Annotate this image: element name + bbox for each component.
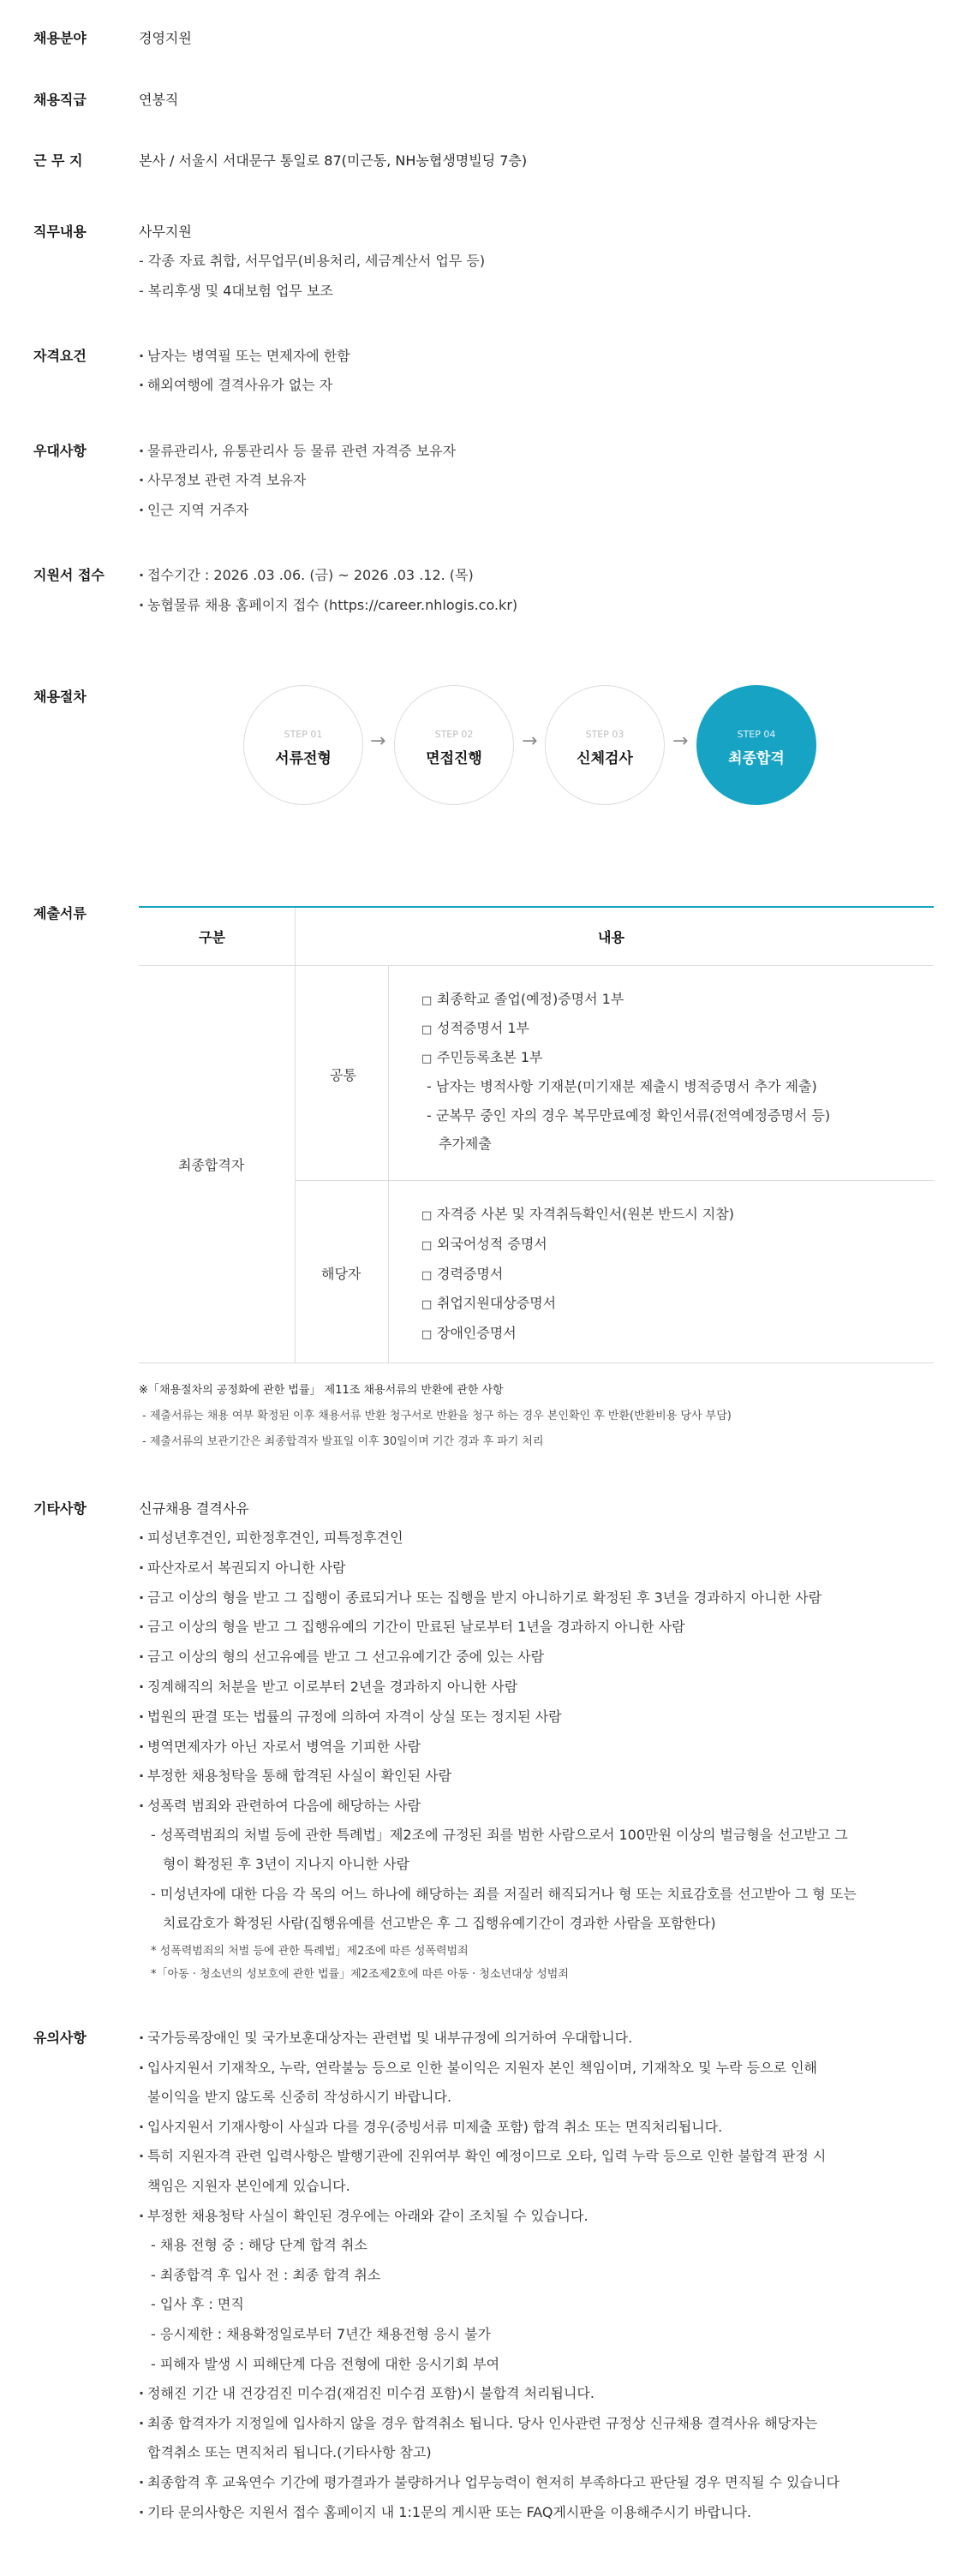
document-subitem: - 군복무 중인 자의 경우 복무만료예정 확인서류(전역예정증명서 등) (427, 1105, 830, 1124)
document-item: □ 장애인증명서 (421, 1322, 517, 1342)
table-header-content: 내용 (598, 929, 624, 945)
others-item: · 성폭력 범죄와 관련하여 다음에 해당하는 사람 (139, 1795, 421, 1815)
duties-title: 사무지원 (139, 224, 192, 240)
step-name: 신체검사 (577, 750, 633, 767)
caution-subitem: - 최종합격 후 입사 전 : 최종 합격 취소 (151, 2264, 380, 2284)
divider (296, 1180, 934, 1181)
document-subitem-cont: 추가제출 (439, 1136, 492, 1152)
arrow-right-icon: → (672, 730, 689, 752)
caution-item-cont: 불이익을 받지 않도록 신중히 작성하시기 바랍니다. (147, 2089, 452, 2105)
divider (139, 965, 934, 966)
preference-item: · 사무정보 관련 자격 보유자 (139, 469, 306, 489)
others-subitem: - 성폭력범죄의 처벌 등에 관한 특례법」제2조에 규정된 죄를 범한 사람으로서 100만원 이상의 벌금형을 선고받고 그 (151, 1824, 848, 1844)
documents-note: - 제출서류의 보관기간은 최종합격자 발표일 이후 30일이며 기간 경과 후 파기 처리 (142, 1435, 544, 1448)
step-number: STEP 02 (434, 729, 474, 740)
arrow-right-icon: → (522, 730, 538, 752)
requirement-item: · 해외여행에 결격사유가 없는 자 (139, 374, 332, 394)
caution-item-cont: 합격취소 또는 면직처리 됩니다.(기타사항 참고) (147, 2444, 432, 2460)
grade-label: 채용직급 (33, 92, 87, 108)
divider (295, 908, 296, 1363)
others-item: · 금고 이상의 형을 받고 그 집행유예의 기간이 만료된 날로부터 1년을 경과하지 아니한 사람 (139, 1616, 685, 1636)
step-number: STEP 03 (585, 729, 624, 740)
caution-item: · 입사지원서 기재착오, 누락, 연락불능 등으로 인한 불이익은 지원자 본인 책임이며, 기재착오 및 누락 등으로 인해 (139, 2057, 817, 2077)
caution-subitem: - 피해자 발생 시 피해단계 다음 전형에 대한 응시기회 부여 (151, 2353, 499, 2373)
others-subitem-cont: 치료감호가 확정된 사람(집행유예를 선고받은 후 그 집행유예기간이 경과한 사람을 포함한다) (163, 1915, 716, 1931)
documents-note: ※「채용절차의 공정화에 관한 법률」 제11조 채용서류의 반환에 관한 사항 (139, 1384, 504, 1397)
others-title: 신규채용 결격사유 (139, 1500, 249, 1517)
caution-subitem: - 입사 후 : 면직 (151, 2293, 244, 2313)
common-label: 공통 (330, 1067, 356, 1083)
documents-label: 제출서류 (33, 905, 87, 921)
divider (388, 965, 389, 1363)
others-item: · 금고 이상의 형을 받고 그 집행이 종료되거나 또는 집행을 받지 아니하기로 확정된 후 3년을 경과하지 아니한 사람 (139, 1587, 822, 1607)
others-item: · 병역면제자가 아닌 자로서 병역을 기피한 사람 (139, 1736, 421, 1756)
step-2 (394, 685, 514, 805)
document-item: □ 외국어성적 증명서 (421, 1233, 547, 1253)
requirement-item: · 남자는 병역필 또는 면제자에 한함 (139, 345, 350, 365)
document-item: □ 성적증명서 1부 (421, 1017, 529, 1037)
application-label: 지원서 접수 (33, 567, 105, 583)
step-1 (243, 685, 363, 805)
step-number: STEP 04 (737, 729, 776, 740)
caution-item-cont: 책임은 지원자 본인에게 있습니다. (147, 2178, 350, 2194)
caution-item: · 최종합격 후 교육연수 기간에 평가결과가 불량하거나 업무능력이 현저히 부족하다고 판단될 경우 면직될 수 있습니다 (139, 2472, 840, 2491)
step-name: 면접진행 (426, 750, 482, 767)
applicable-label: 해당자 (321, 1266, 361, 1282)
table-top-border (139, 906, 934, 908)
others-note: * 성폭력범죄의 처벌 등에 관한 특례법」제2조에 따른 성폭력범죄 (151, 1945, 469, 1958)
others-subitem-cont: 형이 확정된 후 3년이 지나지 아니한 사람 (163, 1856, 409, 1872)
document-item: □ 최종학교 졸업(예정)증명서 1부 (421, 988, 624, 1008)
document-subitem: - 남자는 병적사항 기재분(미기재분 제출시 병적증명서 추가 제출) (427, 1076, 817, 1095)
step-name: 최종합격 (728, 750, 785, 767)
others-item: · 부정한 채용청탁을 통해 합격된 사실이 확인된 사람 (139, 1765, 451, 1785)
arrow-right-icon: → (370, 730, 386, 752)
caution-item: · 기타 문의사항은 지원서 접수 홈페이지 내 1:1문의 게시판 또는 FAQ게시판을 이용해주시기 바랍니다. (139, 2501, 751, 2521)
others-item: · 법원의 판결 또는 법률의 규정에 의하여 자격이 상실 또는 정지된 사람 (139, 1706, 562, 1726)
cautions-label: 유의사항 (33, 2030, 87, 2046)
duties-item: - 복리후생 및 4대보험 업무 보조 (139, 280, 333, 300)
step-name: 서류전형 (275, 750, 332, 767)
application-item: · 농협물류 채용 홈페이지 접수 (https://career.nhlogis.co.kr) (139, 594, 517, 614)
document-item: □ 자격증 사본 및 자격취득확인서(원본 반드시 지참) (421, 1203, 734, 1223)
location-label: 근 무 지 (33, 152, 83, 169)
application-item: · 접수기간 : 2026 .03 .06. (금) ~ 2026 .03 .12. (목) (139, 564, 474, 584)
location-value: 본사 / 서울시 서대문구 통일로 87(미근동, NH농협생명빌딩 7층) (139, 152, 528, 169)
field-label: 채용분야 (33, 30, 87, 46)
duties-item: - 각종 자료 취합, 서무업무(비용처리, 세금계산서 업무 등) (139, 250, 485, 270)
document-item: □ 취업지원대상증명서 (421, 1292, 556, 1312)
preference-item: · 물류관리사, 유통관리사 등 물류 관련 자격증 보유자 (139, 440, 456, 460)
preference-item: · 인근 지역 거주자 (139, 499, 248, 519)
others-note: *「아동 · 청소년의 성보호에 관한 법률」제2조제2호에 따른 아동 · 청소년대상 성범죄 (151, 1968, 569, 1981)
documents-note: - 제출서류는 채용 여부 확정된 이후 채용서류 반환 청구서로 반환을 청구 하는 경우 본인확인 후 반환(반환비용 당사 부담) (142, 1410, 732, 1422)
requirements-label: 자격요건 (33, 348, 87, 364)
caution-item: · 국가등록장애인 및 국가보훈대상자는 관련법 및 내부규정에 의거하여 우대합니다. (139, 2027, 632, 2047)
caution-item: · 정해진 기간 내 건강검진 미수검(재검진 미수검 포함)시 불합격 처리됩니다. (139, 2382, 595, 2402)
caution-subitem: - 채용 전형 중 : 해당 단계 합격 취소 (151, 2234, 367, 2254)
document-item: □ 경력증명서 (421, 1263, 503, 1283)
caution-item: · 입사지원서 기재사항이 사실과 다를 경우(증빙서류 미제출 포함) 합격 취소 또는 면직처리됩니다. (139, 2116, 722, 2136)
others-item: · 징계해직의 처분을 받고 이로부터 2년을 경과하지 아니한 사람 (139, 1676, 517, 1696)
grade-value: 연봉직 (139, 92, 179, 108)
step-number: STEP 01 (284, 729, 323, 740)
caution-item: · 부정한 채용청탁 사실이 확인된 경우에는 아래와 같이 조치될 수 있습니다. (139, 2205, 589, 2225)
caution-item: · 특히 지원자격 관련 입력사항은 발행기관에 진위여부 확인 예정이므로 오타, 입력 누락 등으로 인한 불합격 판정 시 (139, 2145, 826, 2165)
step-4-current (696, 685, 816, 805)
others-item: · 금고 이상의 형의 선고유예를 받고 그 선고유예기간 중에 있는 사람 (139, 1646, 544, 1666)
others-item: · 파산자로서 복권되지 아니한 사람 (139, 1557, 346, 1577)
table-header-category: 구분 (199, 929, 225, 945)
group-label: 최종합격자 (178, 1157, 245, 1173)
duties-label: 직무내용 (33, 224, 87, 240)
others-subitem: - 미성년자에 대한 다음 각 목의 어느 하나에 해당하는 죄를 저질러 해직되거나 형 또는 치료감호를 선고받아 그 형 또는 (151, 1883, 857, 1903)
others-item: · 피성년후견인, 피한정후견인, 피특정후견인 (139, 1527, 403, 1547)
preference-label: 우대사항 (33, 443, 87, 459)
process-label: 채용절차 (33, 689, 87, 705)
caution-item: · 최종 합격자가 지정일에 입사하지 않을 경우 합격취소 됩니다. 당사 인사관련 규정상 신규채용 결격사유 해당자는 (139, 2412, 817, 2432)
field-value: 경영지원 (139, 30, 192, 46)
step-3 (545, 685, 665, 805)
caution-subitem: - 응시제한 : 채용확정일로부터 7년간 채용전형 응시 불가 (151, 2323, 491, 2343)
others-label: 기타사항 (33, 1500, 87, 1517)
document-item: □ 주민등록초본 1부 (421, 1046, 542, 1066)
